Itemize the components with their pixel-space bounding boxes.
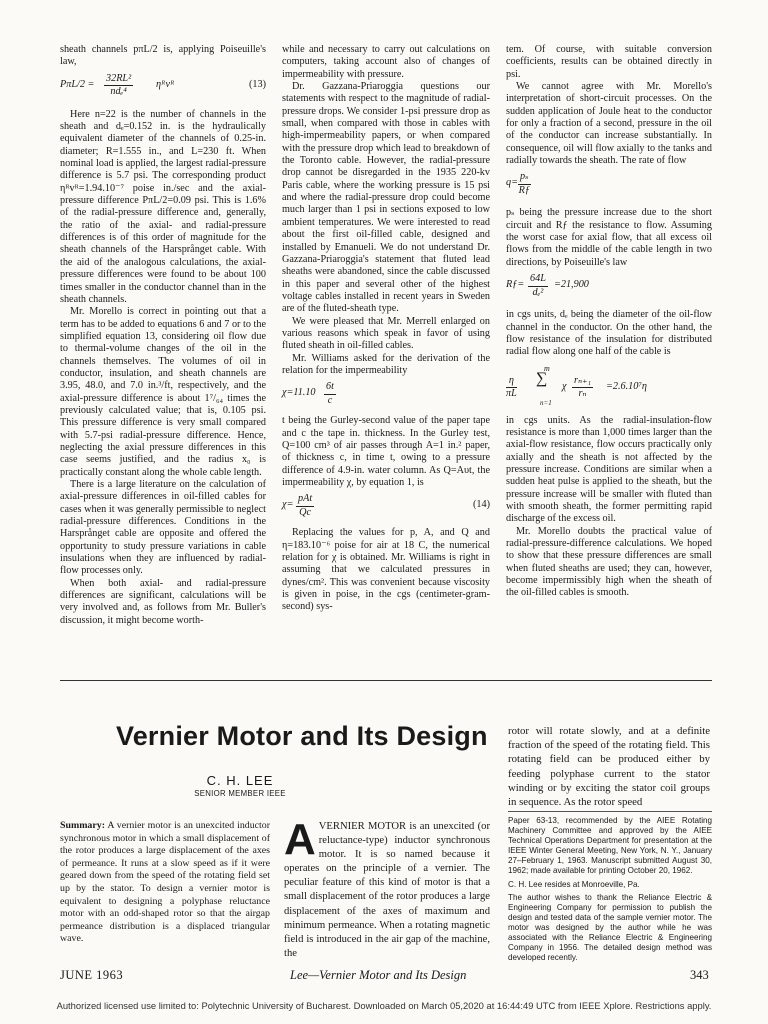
eqs-log-numerator: rₙ₊₁: [572, 375, 593, 388]
eqr-lhs: Rƒ=: [506, 279, 525, 291]
article-title: Vernier Motor and Its Design: [116, 721, 488, 751]
equation-flow-resistance: [506, 273, 712, 303]
eq13-fraction: [104, 73, 133, 99]
eq14-denominator: Qc: [299, 506, 312, 518]
col2-paragraph-3: We were pleased that Mr. Merrell enlarged on various reasons which speak in favor of using fluted sheath in oil-filled cables.: [282, 315, 490, 352]
col1-paragraph-3: There is a large literature on the calculation of axial-pressure differences in oil-filled cables for cases when it was generally permissible to neglect radial-pressure differences. Conditions in the Harsprånget cable are opposite and offered the opportunity to study pressure variations in cable insulations when they are influenced by radial-flow processes only.: [60, 479, 266, 577]
col2-paragraph-6: Replacing the values for p, A, and Q and η=183.10⁻⁶ poise for air at 18 C, the numerical relation for χ is obtained. Mr. Williams is right in assuming that we calculated pressures in dynes/cm². This was convenient because viscosity is given in poise, in the cgs (centimeter-gram-second) sys-: [282, 527, 490, 613]
equation-flow-rate: [506, 171, 712, 201]
discussion-column-3: [506, 44, 712, 600]
eq14-lhs: χ=: [282, 499, 294, 511]
eq13-label: (13): [249, 78, 266, 90]
eqq-numerator: pₛ: [518, 171, 531, 184]
footnote-rule: [508, 811, 712, 812]
col2-paragraph-5: t being the Gurley-second value of the paper tape and c the tape in. thickness. In the Gurley test, Q=100 cm³ of air passes through A=1 in.² paper, of thickness c, in time t, owing to a pressure difference of 4.9-in. water column. As Q=Aυt, the impermeability χ, by equation 1, is: [282, 415, 490, 488]
eqs-eta-denominator: πL: [506, 387, 517, 399]
eq13-rhs: ηᴿvᴿ: [156, 78, 175, 90]
equation-13: [60, 73, 266, 103]
eqx-denominator: c: [327, 394, 333, 406]
eqs-eta-fraction: [506, 375, 517, 401]
page-number: 343: [690, 968, 709, 982]
article-body-continued: rotor will rotate slowly, and at a definite fraction of the speed of the rotating field. This rotating field can be produced either by feeding polyphase current to the stator winding or by exciting the stator coil groups in sequence. As the rotor speed: [508, 725, 710, 809]
col3-paragraph-5: in cgs units. As the radial-insulation-flow resistance is more than 1,000 times larger than the axial-flow resistance, flow occurs practically only axially and the sheath is not affected by the pressure increase. Conditions are similar when a sudden heat pulse is applied to the sheath, but the pressure increase will be smaller with fluted than with smooth sheath, the former permitting rapid discharge of the excess oil.: [506, 414, 712, 525]
author-role: SENIOR MEMBER IEEE: [194, 789, 286, 798]
eq14-label: (14): [473, 499, 490, 511]
discussion-column-2: [282, 44, 490, 614]
article-body-text: VERNIER MOTOR is an unexcited (or reluctance-type) inductor synchronous motor. It is so named because it operates on the principle of a vernier. The peculiar feature of this kind of motor is that a small displacement of the rotor produces a large displacement of the axes of maximum and minimum permeance. When a rotating magnetic field is introduced in the air gap of the machine, the: [284, 821, 490, 959]
discussion-column-1: [60, 44, 266, 627]
section-divider: [60, 680, 712, 681]
equation-impermeability: [282, 381, 490, 409]
eqq-lhs: q=: [506, 177, 518, 189]
eqs-log-denominator: rₙ: [578, 387, 587, 399]
col2-paragraph-2: Dr. Gazzana-Priaroggia questions our statements with respect to the magnitude of radial-pressure drops. We consider 1-psi pressure drop as small, when compared with those in cables with high-impermeability papers, or when compared with the pressure drop which lead to breakdown of the Toronto cable. However, the radial-pressure drop cannot be disregarded in the 1935 220-kv Paris cable, where the working pressure is 15 psi and where the radial-pressure drop could become much larger than 1 psi in sections exposed to low ambient temperatures. We were interested to read about the first oil-filled cable, designed and installed by Emanueli. We do not understand Dr. Gazzana-Priaroggia's statement that fluted lead sheaths were abandoned, since the cable discussed in this paper and several other of the highest voltage cables installed in recent years in Sweden are of the fluted-sheath type.: [282, 81, 490, 315]
article-body-intro: [284, 815, 490, 961]
equation-14: [282, 493, 490, 521]
col3-paragraph-3: pₛ being the pressure increase due to the short circuit and Rƒ the resistance to flow. Assuming the worst case for axial flow, that all excess oil flows from the middle of the cable length in two directions, by Poiseuille's law: [506, 207, 712, 268]
drop-cap: A: [284, 815, 316, 864]
footnote-author-residence: C. H. Lee resides at Monroeville, Pa.: [508, 879, 640, 889]
eqx-lhs: χ=11.10: [282, 387, 316, 399]
eqr-rhs: =21,900: [554, 279, 589, 291]
summary-label: Summary:: [60, 820, 105, 831]
col3-paragraph-4: in cgs units, dₑ being the diameter of the oil-flow channel in the conductor. On the other hand, the flow resistance of the insulation for distributed radial flow along one half of the cable is: [506, 309, 712, 358]
eqq-denominator: Rƒ: [518, 184, 530, 196]
col2-paragraph-4: Mr. Williams asked for the derivation of the relation for the impermeability: [282, 352, 490, 376]
eqs-chi: χ: [562, 380, 567, 392]
eqx-fraction: [324, 381, 336, 407]
eqs-sum-bottom: n=1: [540, 398, 552, 407]
summary-text: A vernier motor is an unexcited inductor synchronous motor in which a small displacement of the rotor produces a large displacement of the axes of permeance. It runs at a slow speed as if it were geared down from the speed of the rotating field set up by the stator. To design a vernier motor is equivalent to designing a polyphase reluctance motor with an odd-shaped rotor so that the airgap permeance distribution is a displaced triangular wave.: [60, 820, 270, 945]
issue-date: JUNE 1963: [60, 968, 124, 982]
eqq-fraction: [518, 171, 531, 197]
footnote-paper-info: Paper 63-13, recommended by the AIEE Rotating Machinery Committee and approved by the AIEE Technical Operations Department for presentation at the IEEE Winter General Meeting, New York, N. Y., January 27–February 1, 1963. Manuscript submitted August 30, 1962; made available for printing October 20, 1962.: [508, 816, 712, 876]
equation-insulation-resistance: [506, 363, 712, 409]
eq14-fraction: [296, 493, 314, 519]
eq13-denominator: ndₑ⁴: [110, 86, 127, 98]
eqs-sum-top: m: [544, 363, 550, 373]
sum-sign-icon: ∑: [536, 369, 548, 387]
license-notice: Authorized licensed use limited to: Polytechnic University of Bucharest. Downloaded on March 05,2020 at 16:44:49 UTC from IEEE Xplore. Restrictions apply.: [56, 1000, 712, 1011]
eq13-numerator: 32RL²: [104, 73, 133, 86]
col3-paragraph-6: Mr. Morello doubts the practical value of radial-pressure-difference calculations. We hoped to show that these pressure differences are small when fluted sheaths are used; they can, however, become impermissibly high when the sheath of the oil-filled cables is smooth.: [506, 525, 712, 599]
article-summary: [60, 820, 270, 946]
col3-paragraph-1: tem. Of course, with suitable conversion coefficients, results can be obtained directly in psi.: [506, 44, 712, 80]
col1-paragraph-1: Here n=22 is the number of channels in the sheath and dₑ=0.152 in. is the hydraulically equivalent diameter of the channels of 0.25-in. diameter; R=1.555 in., and L=230 ft. When nominal load is applied, the largest radial-pressure difference is 5.7 psi. The corresponding product ηᴿvᴿ=1.94.10⁻⁷ poise in./sec and the axial-pressure difference PπL/2=0.09 psi. This is 1.6% of the radial-pressure difference and, generally, the ratio of the axial- and radial-pressure differences is of this order of magnitude for the sheath channels of the Harsprånget cable. With the aid of the analogous calculations, the axial-pressure differences were found to be about 100 times smaller in the conductor channel than in the sheath channels.: [60, 108, 266, 305]
article-footnotes: [508, 816, 712, 966]
running-title: Lee—Vernier Motor and Its Design: [290, 968, 467, 982]
col1-paragraph-4: When both axial- and radial-pressure differences are significant, calculations will be very involved and, as follows from Mr. Buller's discussion, it might become worth-: [60, 577, 266, 626]
col1-intro: sheath channels pπL/2 is, applying Poiseuille's law,: [60, 44, 266, 68]
eqs-eta-numerator: η: [506, 375, 517, 388]
footnote-acknowledgment: The author wishes to thank the Reliance Electric & Engineering Company for permission to publish the design and tested data of the sample vernier motor. The motor was designed by the author while he was associated with the Reliance Electric & Engineering Company in 1956. The detailed design method was developed recently.: [508, 892, 712, 963]
eqr-numerator: 64L: [528, 273, 548, 286]
eqx-numerator: 6t: [324, 381, 336, 394]
col2-paragraph-1: while and necessary to carry out calculations on computers, taking account also of changes of impermeability with pressure.: [282, 44, 490, 80]
eqs-rhs: =2.6.10⁷η: [606, 380, 647, 392]
col1-paragraph-2: Mr. Morello is correct in pointing out that a term has to be added to equations 6 and 7 or to the simplified equation 13, considering oil flow due to thermal-volume changes of the oil in the channels themselves. The volumes of oil in conductor, insulation, and sheath channels are 3.95, 48.0, and 7.0 in.³/ft, respectively, and the axial-pressure difference is about 1⁷/₆₄ times the previously calculated value; that is, 0.105 psi. This pressure difference is very small compared with 5.7-psi radial-pressure difference. Hence, neglecting the axial pressure differences in this case seems justified, and the radius x₀ is practically constant along the whole cable length.: [60, 306, 266, 478]
eqr-denominator: dₑ²: [532, 286, 544, 298]
eqs-log-fraction: [572, 375, 593, 401]
author-name: C. H. LEE: [206, 773, 274, 788]
eq14-numerator: pAt: [296, 493, 314, 506]
col3-paragraph-2: We cannot agree with Mr. Morello's interpretation of short-circuit processes. On the sudden application of Joule heat to the conductor for only a fraction of a second, pressure in the oil of the conductor can increase substantially. In consequence, oil will flow axially to the tanks and radially towards the sheath. The rate of flow: [506, 81, 712, 167]
eq13-lhs: PπL/2 =: [60, 78, 95, 90]
eqr-fraction: [528, 273, 548, 299]
